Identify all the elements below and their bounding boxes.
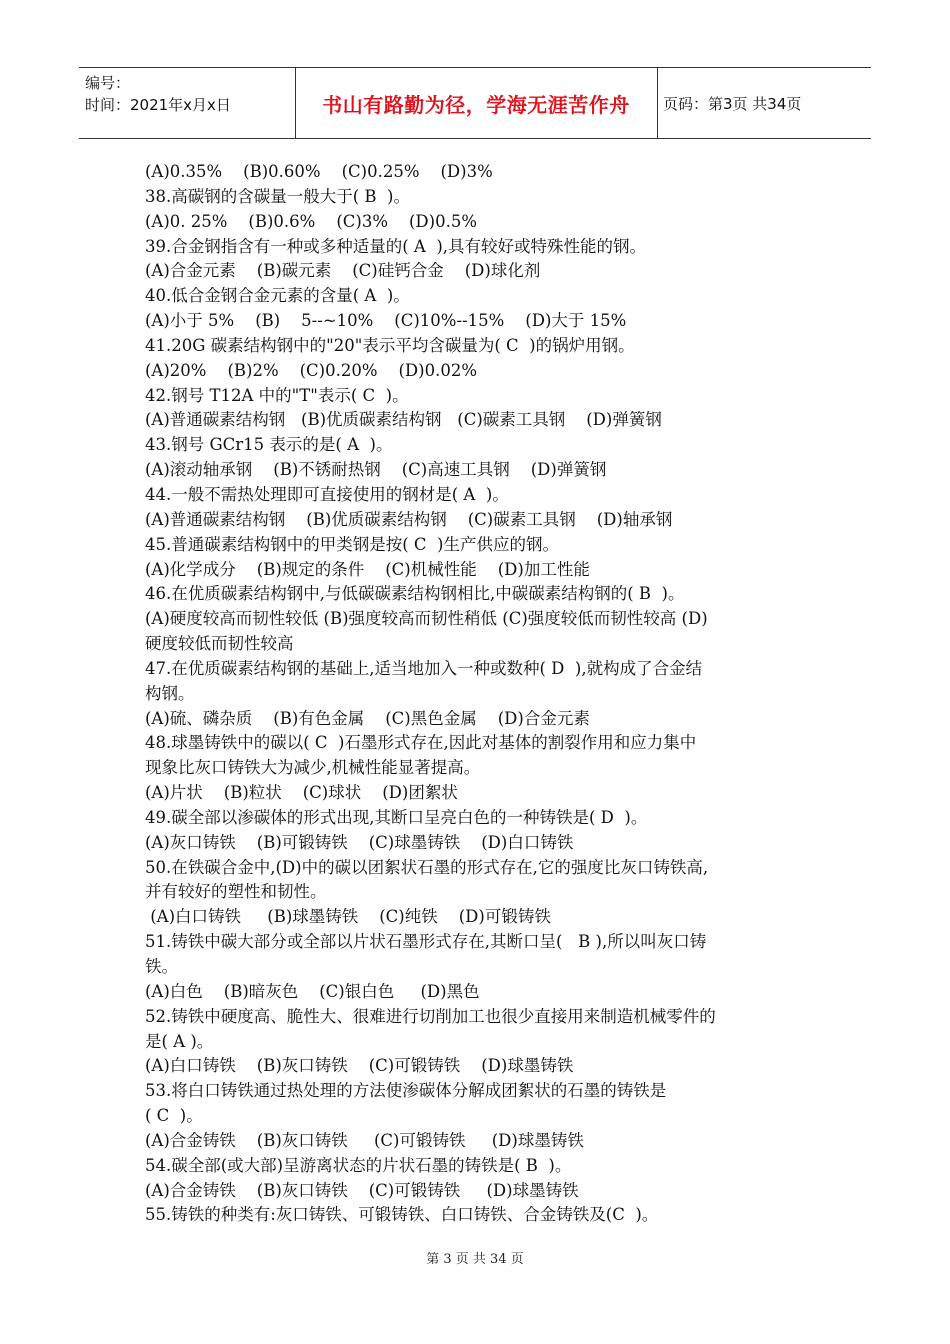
text-line: 43.钢号 GCr15 表示的是( A )。 <box>145 435 393 455</box>
serial-label: 编号： <box>85 74 131 92</box>
text-line: (A)硫、磷杂质 (B)有色金属 (C)黑色金属 (D)合金元素 <box>145 708 590 728</box>
text-line: 并有较好的塑性和韧性。 <box>145 882 327 902</box>
document-body <box>145 160 813 1228</box>
text-line: 53.将白口铸铁通过热处理的方法使渗碳体分解成团絮状的石墨的铸铁是 <box>145 1081 667 1101</box>
text-line: (A)普通碳素结构钢 (B)优质碳素结构钢 (C)碳素工具钢 (D)弹簧钢 <box>145 410 662 430</box>
text-line: (A)白色 (B)暗灰色 (C)银白色 (D)黑色 <box>145 981 480 1001</box>
text-line: (A)白口铸铁 (B)球墨铸铁 (C)纯铁 (D)可锻铸铁 <box>145 907 551 927</box>
text-line: (A)化学成分 (B)规定的条件 (C)机械性能 (D)加工性能 <box>145 559 590 579</box>
text-line: 54.碳全部(或大部)呈游离状态的片状石墨的铸铁是( B )。 <box>145 1155 572 1175</box>
date-line: 时间：2021年x月x日 <box>85 96 231 114</box>
text-line: 48.球墨铸铁中的碳以( C )石墨形式存在,因此对基体的割裂作用和应力集中 <box>145 733 697 753</box>
text-line: (A)普通碳素结构钢 (B)优质碳素结构钢 (C)碳素工具钢 (D)轴承钢 <box>145 509 673 529</box>
text-line: 49.碳全部以渗碳体的形式出现,其断口呈亮白色的一种铸铁是( D )。 <box>145 807 648 827</box>
page-footer: 第 3 页 共 34 页 <box>426 1252 524 1267</box>
text-line: 硬度较低而韧性较高 <box>145 634 294 654</box>
text-line: (A)合金铸铁 (B)灰口铸铁 (C)可锻铸铁 (D)球墨铸铁 <box>145 1130 584 1150</box>
text-line: 55.铸铁的种类有:灰口铸铁、可锻铸铁、白口铸铁、合金铸铁及(C )。 <box>145 1205 659 1225</box>
text-line: (A)小于 5% (B) 5--~10% (C)10%--15% (D)大于 15% <box>145 311 627 331</box>
text-line: (A)滚动轴承钢 (B)不锈耐热钢 (C)高速工具钢 (D)弹簧钢 <box>145 460 607 480</box>
text-line: (A)20% (B)2% (C)0.20% (D)0.02% <box>145 360 478 380</box>
text-line: 42.钢号 T12A 中的"T"表示( C )。 <box>145 385 409 405</box>
text-line: (A)0.35% (B)0.60% (C)0.25% (D)3% <box>145 162 493 181</box>
text-line: (A)灰口铸铁 (B)可锻铸铁 (C)球墨铸铁 (D)白口铸铁 <box>145 832 574 852</box>
text-line: (A)白口铸铁 (B)灰口铸铁 (C)可锻铸铁 (D)球墨铸铁 <box>145 1056 574 1076</box>
text-line: 39.合金钢指含有一种或多种适量的( A ),具有较好或特殊性能的钢。 <box>145 236 647 256</box>
header-motto: 书山有路勤为径，学海无涯苦作舟 <box>322 92 630 117</box>
text-line: 38.高碳钢的含碳量一般大于( B )。 <box>145 186 410 206</box>
text-line: 现象比灰口铸铁大为减少,机械性能显著提高。 <box>145 758 481 778</box>
text-line: 47.在优质碳素结构钢的基础上,适当地加入一种或数种( D ),就构成了合金结 <box>145 658 703 678</box>
text-line: (A)合金铸铁 (B)灰口铸铁 (C)可锻铸铁 (D)球墨铸铁 <box>145 1180 579 1200</box>
page-header <box>79 67 871 139</box>
text-line: (A)片状 (B)粒状 (C)球状 (D)团絮状 <box>145 783 458 803</box>
text-line: 41.20G 碳素结构钢中的"20"表示平均含碳量为( C )的锅炉用钢。 <box>145 335 635 355</box>
text-line: 40.低合金钢合金元素的含量( A )。 <box>145 286 410 306</box>
header-divider <box>657 68 658 138</box>
text-line: (A)0. 25% (B)0.6% (C)3% (D)0.5% <box>145 211 478 231</box>
header-page-info: 页码：第3页 共34页 <box>663 94 802 113</box>
text-line: 52.铸铁中硬度高、脆性大、很难进行切削加工也很少直接用来制造机械零件的 <box>145 1006 716 1026</box>
text-line: (A)硬度较高而韧性较低 (B)强度较高而韧性稍低 (C)强度较低而韧性较高 (D) <box>145 609 708 629</box>
text-line: 构钢。 <box>145 683 195 703</box>
header-meta <box>85 72 295 116</box>
text-line: 45.普通碳素结构钢中的甲类钢是按( C )生产供应的钢。 <box>145 534 559 554</box>
text-line: 50.在铁碳合金中,(D)中的碳以团絮状石墨的形式存在,它的强度比灰口铸铁高, <box>145 857 709 877</box>
text-line: 是( A )。 <box>145 1031 214 1051</box>
text-line: 44.一般不需热处理即可直接使用的钢材是( A )。 <box>145 484 509 504</box>
text-line: 51.铸铁中碳大部分或全部以片状石墨形式存在,其断口呈( B ),所以叫灰口铸 <box>145 932 707 952</box>
text-line: 46.在优质碳素结构钢中,与低碳碳素结构钢相比,中碳碳素结构钢的( B )。 <box>145 584 685 604</box>
text-line: ( C )。 <box>145 1106 203 1126</box>
text-line: (A)合金元素 (B)碳元素 (C)硅钙合金 (D)球化剂 <box>145 261 541 281</box>
text-line: 铁。 <box>145 957 178 976</box>
